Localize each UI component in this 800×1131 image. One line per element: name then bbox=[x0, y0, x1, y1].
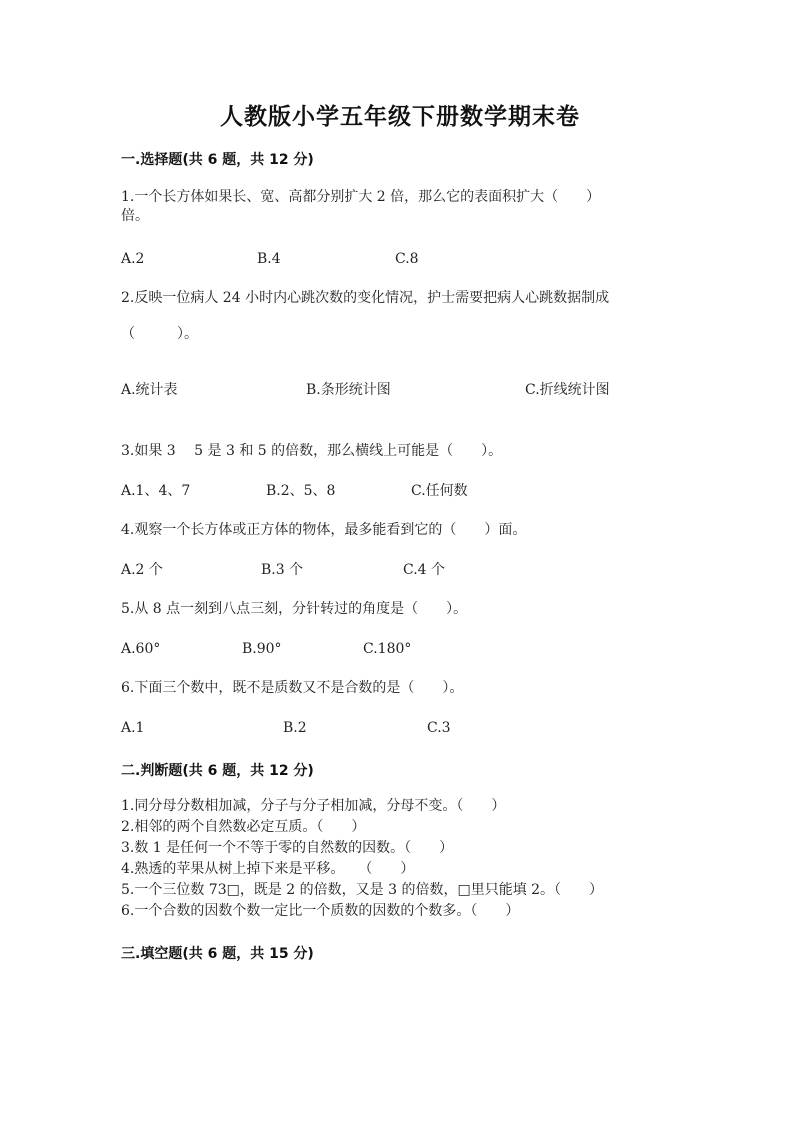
choice-question-2: 2.反映一位病人 24 小时内心跳次数的变化情况，护士需要把病人心跳数据制成 bbox=[121, 290, 610, 306]
choice-option: C.任何数 bbox=[411, 483, 468, 499]
judgment-question-4: 4.熟透的苹果从树上掉下来是平移。 （ ） bbox=[121, 861, 415, 877]
exam-title: 人教版小学五年级下册数学期末卷 bbox=[220, 104, 580, 130]
choice-option: B.3 个 bbox=[261, 562, 304, 578]
choice-option: B.2 bbox=[283, 720, 307, 736]
choice-question-3: 3.如果 3 5 是 3 和 5 的倍数，那么横线上可能是（ ）。 bbox=[121, 443, 503, 459]
choice-option: A.统计表 bbox=[121, 382, 178, 398]
judgment-question-2: 2.相邻的两个自然数必定互质。（ ） bbox=[121, 819, 366, 835]
choice-option: A.60° bbox=[121, 641, 161, 657]
choice-question-1-cont: 倍。 bbox=[121, 208, 149, 224]
choice-question-1: 1.一个长方体如果长、宽、高都分别扩大 2 倍，那么它的表面积扩大（ ） bbox=[121, 189, 601, 205]
choice-option: C.4 个 bbox=[403, 562, 446, 578]
judgment-question-6: 6.一个合数的因数个数一定比一个质数的因数的个数多。（ ） bbox=[121, 903, 520, 919]
choice-question-4: 4.观察一个长方体或正方体的物体，最多能看到它的（ ）面。 bbox=[121, 522, 527, 538]
choice-option: C.8 bbox=[395, 251, 419, 267]
choice-question-2-cont: （ ）。 bbox=[121, 326, 198, 342]
choice-option: A.1、4、7 bbox=[121, 483, 191, 499]
choice-option: B.4 bbox=[257, 251, 281, 267]
section-heading-judgment: 二.判断题(共 6 题，共 12 分) bbox=[121, 763, 314, 779]
section-heading-choice: 一.选择题(共 6 题，共 12 分) bbox=[121, 152, 314, 168]
choice-option: C.180° bbox=[363, 641, 412, 657]
choice-question-5: 5.从 8 点一刻到八点三刻，分针转过的角度是（ ）。 bbox=[121, 601, 468, 617]
choice-option: B.90° bbox=[242, 641, 282, 657]
choice-option: A.1 bbox=[121, 720, 145, 736]
choice-option: B.2、5、8 bbox=[266, 483, 336, 499]
judgment-question-1: 1.同分母分数相加减，分子与分子相加减，分母不变。（ ） bbox=[121, 798, 506, 814]
choice-option: A.2 bbox=[121, 251, 145, 267]
choice-question-6: 6.下面三个数中，既不是质数又不是合数的是（ ）。 bbox=[121, 680, 464, 696]
choice-option: C.3 bbox=[427, 720, 451, 736]
choice-option: C.折线统计图 bbox=[525, 382, 610, 398]
choice-option: B.条形统计图 bbox=[306, 382, 391, 398]
judgment-question-5: 5.一个三位数 73□，既是 2 的倍数，又是 3 的倍数，□里只能填 2。（ ） bbox=[121, 882, 604, 898]
judgment-question-3: 3.数 1 是任何一个不等于零的自然数的因数。（ ） bbox=[121, 840, 454, 856]
section-heading-fill-blank: 三.填空题(共 6 题，共 15 分) bbox=[121, 946, 314, 962]
choice-option: A.2 个 bbox=[121, 562, 163, 578]
